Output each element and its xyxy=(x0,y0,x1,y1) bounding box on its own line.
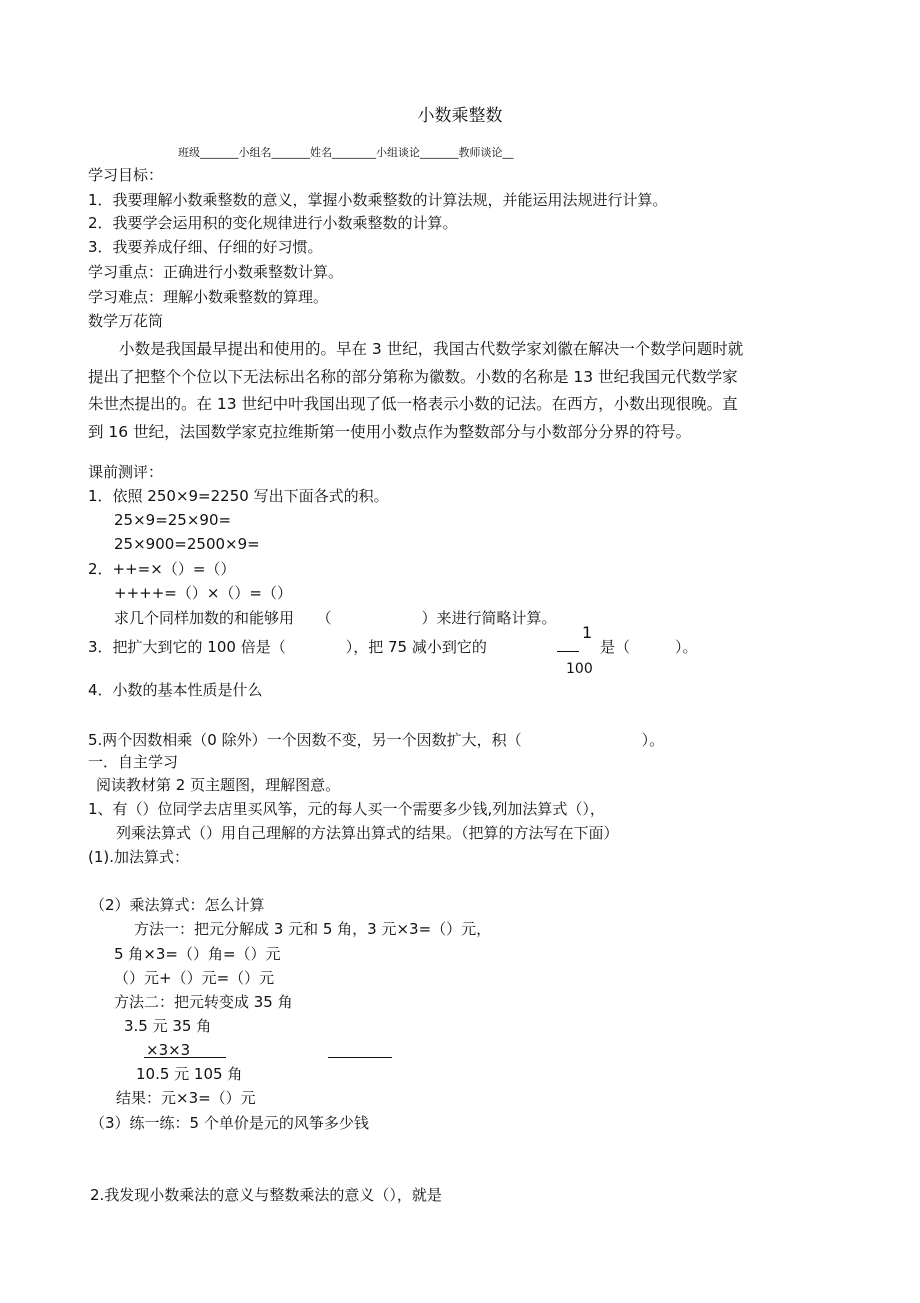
vertical-calc-line-1: 3.5 元 35 角 xyxy=(124,1017,212,1035)
question-4: 4．小数的基本性质是什么 xyxy=(88,681,263,699)
result-line: 结果：元×3=（）元 xyxy=(116,1089,256,1107)
question-1: 1．依照 250×9=2250 写出下面各式的积。 xyxy=(88,487,389,505)
paragraph-line: 小数是我国最早提出和使用的。早在 3 世纪，我国古代数学家刘徽在解决一个数学问题时就 xyxy=(88,340,744,358)
goal-3: 3．我要养成仔细、仔细的好习惯。 xyxy=(88,238,323,256)
question-2: 2．++=×（）=（） xyxy=(88,560,236,578)
question-3-end: 是（ ）。 xyxy=(600,638,698,656)
question-1b: 25×900=2500×9= xyxy=(114,535,260,553)
paragraph-line: 到 16 世纪，法国数学家克拉维斯第一使用小数点作为整数部分与小数部分分界的符号。 xyxy=(88,422,692,441)
section-self-study: 一．自主学习 xyxy=(88,753,179,771)
study-question-1b: 列乘法算式（）用自己理解的方法算出算式的结果。（把算的方法写在下面） xyxy=(116,824,619,842)
key-point: 学习重点：正确进行小数乘整数计算。 xyxy=(88,263,344,281)
practice-question: （3）练一练：5 个单价是元的风筝多少钱 xyxy=(90,1114,369,1132)
method-2: 方法二：把元转变成 35 角 xyxy=(114,993,293,1011)
question-5: 5.两个因数相乘（0 除外）一个因数不变，另一个因数扩大，积（ ）。 xyxy=(88,731,665,749)
calc-underline xyxy=(144,1057,226,1058)
question-3: 3．把扩大到它的 100 倍是（ ），把 75 减小到它的 xyxy=(88,638,487,656)
goals-label: 学习目标： xyxy=(88,166,164,184)
vertical-calc-line-2: ×3×3 xyxy=(146,1041,191,1059)
question-2b: ++++=（）×（）=（） xyxy=(114,584,292,602)
method-1b: 5 角×3=（）角=（）元 xyxy=(114,945,281,963)
fraction-numerator: 1 xyxy=(582,623,593,642)
kaleidoscope-label: 数学万花筒 xyxy=(88,312,164,330)
multiplication-formula-label: （2）乘法算式：怎么计算 xyxy=(90,896,265,914)
pretest-label: 课前测评： xyxy=(88,463,164,481)
addition-formula-label: (1).加法算式： xyxy=(88,848,190,866)
paragraph-line: 提出了把整个个位以下无法标出名称的部分第称为徽数。小数的名称是 13 世纪我国元代数学家 xyxy=(88,367,738,386)
vertical-calc-result: 10.5 元 105 角 xyxy=(136,1065,243,1083)
goal-1: 1．我要理解小数乘整数的意义，掌握小数乘整数的计算法规，并能运用法规进行计算。 xyxy=(88,191,668,209)
fraction-denominator: 100 xyxy=(566,661,593,677)
discovery-question: 2.我发现小数乘法的意义与整数乘法的意义（），就是 xyxy=(90,1186,442,1204)
method-1: 方法一：把元分解成 3 元和 5 角，3 元×3=（）元， xyxy=(134,920,492,938)
difficult-point: 学习难点：理解小数乘整数的算理。 xyxy=(88,288,329,306)
fraction-bar xyxy=(557,651,579,652)
read-instruction: 阅读教材第 2 页主题图，理解图意。 xyxy=(96,776,341,794)
study-question-1: 1、有（）位同学去店里买风筝，元的每人买一个需要多少钱,列加法算式（）， xyxy=(88,800,605,818)
method-1c: （）元+（）元=（）元 xyxy=(114,969,275,987)
page-title: 小数乘整数 xyxy=(417,106,503,126)
paragraph-line: 朱世杰提出的。在 13 世纪中叶我国出现了低一格表示小数的记法。在西方，小数出现很晚。直 xyxy=(88,395,738,413)
student-info-line: 班级_______小组名_______姓名________小组谈论_______教师谈论__ xyxy=(178,146,514,159)
question-1a: 25×9=25×90= xyxy=(114,511,232,529)
calc-underline-2 xyxy=(328,1057,392,1058)
history-paragraph xyxy=(88,336,818,446)
goal-2: 2．我要学会运用积的变化规律进行小数乘整数的计算。 xyxy=(88,214,458,232)
question-2c: 求几个同样加数的和能够用 （ ）来进行简略计算。 xyxy=(114,609,557,627)
